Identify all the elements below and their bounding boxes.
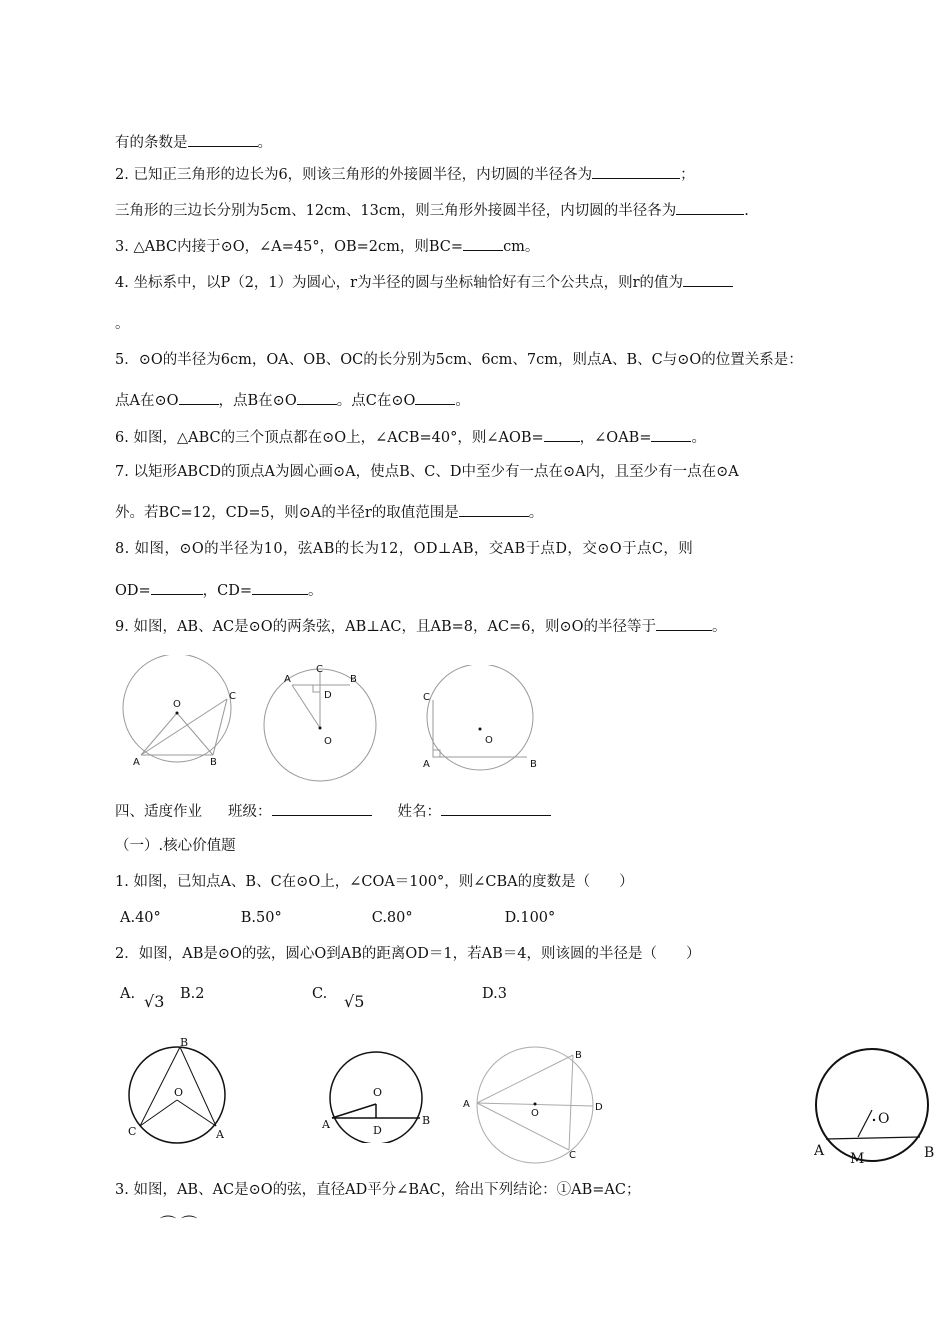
label-b: B [924, 1145, 935, 1161]
label-b: B [530, 759, 537, 770]
label-a: A [216, 1128, 224, 1141]
line-12: 8. 如图，⊙O的半径为10，弦AB的长为12，OD⊥AB，交AB于点D，交⊙O于点C，则 [115, 541, 694, 557]
line-21: 3. 如图，AB、AC是⊙O的弦，直径AD平分∠BAC，给出下列结论：①AB=AC； [115, 1182, 641, 1198]
line-10: 7. 以矩形ABCD的顶点A为圆心画⊙A，使点B、C、D中至少有一点在⊙A内，且至少有一点在⊙A [115, 464, 739, 480]
line-3: 三角形的三边长分别为5cm、12cm、13cm，则三角形外接圆半径，内切圆的半径各为 . [115, 200, 749, 221]
arc-marks: ⌒ ⌒ [160, 1214, 198, 1233]
label-d: D [373, 1124, 382, 1137]
label-o: O [878, 1111, 890, 1127]
label-o: O [373, 1086, 383, 1099]
label-o: O [531, 1108, 539, 1119]
options-q2: A. √3 B.2 C. √5 D.3 [120, 986, 507, 1011]
options-q1: A.40° B.50° C.80° D.100° [120, 910, 556, 926]
figure-hw4 [808, 1045, 948, 1165]
line-19: 2．如图，AB是⊙O的弦，圆心O到AB的距离OD＝1，若AB＝4，则该圆的半径是（ ） [115, 946, 701, 962]
label-a: A [284, 674, 291, 685]
label-o: O [485, 735, 493, 746]
line-4: 3. △ABC内接于⊙O，∠A=45°，OB=2cm，则BC= cm。 [115, 236, 539, 257]
label-c: C [229, 691, 236, 702]
label-a: A [814, 1143, 825, 1159]
label-a: A [463, 1099, 470, 1110]
label-d: D [324, 690, 332, 701]
line-5: 4. 坐标系中，以P（2，1）为圆心，r为半径的圆与坐标轴恰好有三个公共点，则r的值为 [115, 272, 733, 293]
label-b: B [575, 1050, 582, 1061]
figure-q9 [415, 665, 555, 780]
label-b: B [210, 757, 217, 768]
label-c: C [423, 692, 430, 703]
figure-hw1 [120, 1030, 240, 1145]
label-m: M [850, 1151, 865, 1165]
line-9: 6. 如图，△ABC的三个顶点都在⊙O上，∠ACB=40°，则∠AOB= ，∠OAB= 。 [115, 427, 706, 448]
label-o: O [324, 736, 332, 747]
line-6: 。 [115, 316, 130, 332]
label-o: O [173, 699, 181, 710]
line-13: OD= ，CD= 。 [115, 580, 323, 601]
label-d: D [595, 1102, 603, 1113]
label-b: B [180, 1036, 189, 1049]
line-8: 点A在⊙O ，点B在⊙O 。点C在⊙O 。 [115, 390, 470, 411]
label-c: C [128, 1125, 137, 1138]
label-o: O [174, 1086, 184, 1099]
label-b: B [422, 1114, 431, 1127]
figure-hw3 [455, 1040, 615, 1170]
section-title: （一）.核心价值题 [115, 838, 236, 854]
line-2: 2. 已知正三角形的边长为6，则该三角形的外接圆半径，内切圆的半径各为 ； [115, 164, 695, 185]
homework-heading: 四、适度作业 班级： 姓名： [115, 801, 551, 822]
figure-hw2 [318, 1048, 438, 1143]
line-17: 1. 如图，已知点A、B、C在⊙O上，∠COA＝100°，则∠CBA的度数是（ ） [115, 874, 634, 890]
label-a: A [423, 759, 430, 770]
line-11: 外。若BC=12，CD=5，则⊙A的半径r的取值范围是 。 [115, 502, 543, 523]
figure-q6 [115, 655, 255, 770]
line-1: 有的条数是 。 [115, 132, 272, 153]
line-7: 5．⊙O的半径为6cm，OA、OB、OC的长分别为5cm、6cm、7cm，则点A、B、C与⊙O的位置关系是： [115, 352, 803, 368]
label-a: A [133, 757, 140, 768]
label-a: A [322, 1118, 330, 1131]
label-c: C [569, 1150, 576, 1161]
label-b: B [350, 674, 357, 685]
figure-q8 [258, 660, 388, 790]
line-14: 9. 如图，AB、AC是⊙O的两条弦，AB⊥AC，且AB=8，AC=6，则⊙O的半径等于 。 [115, 616, 726, 637]
label-c: C [316, 664, 323, 675]
